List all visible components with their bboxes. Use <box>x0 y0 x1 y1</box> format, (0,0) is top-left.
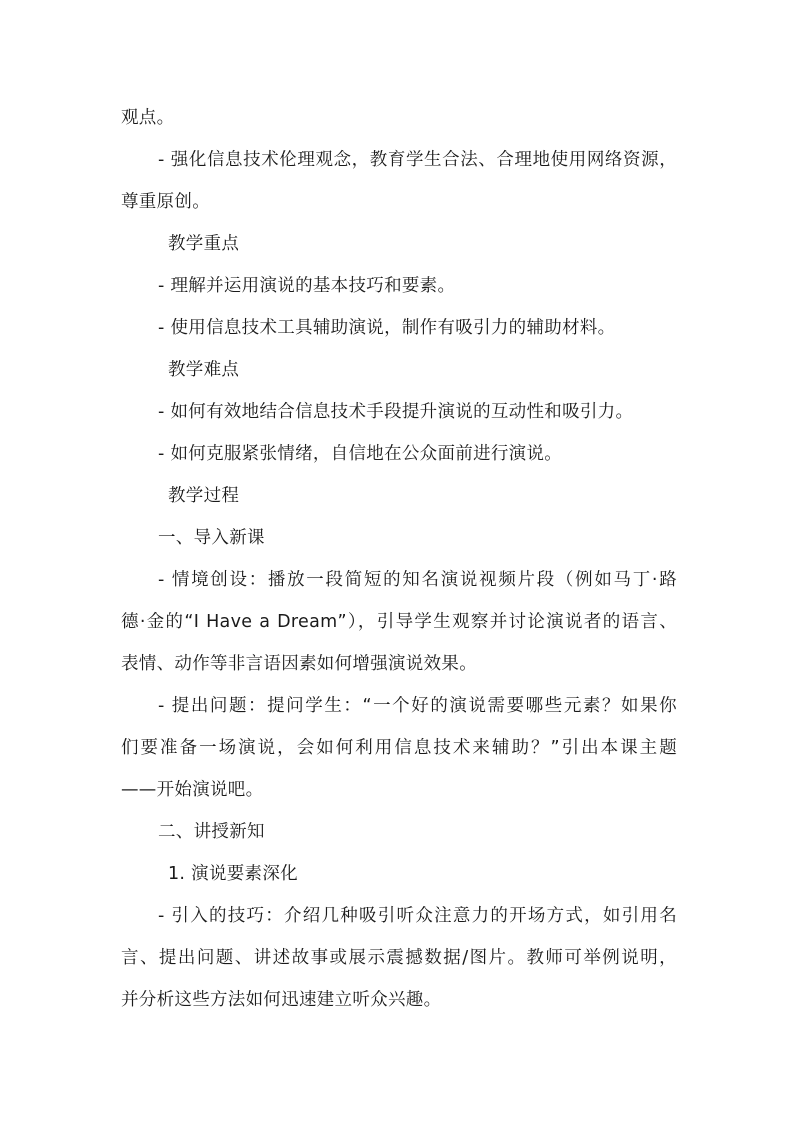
text-line: - 理解并运用演说的基本技巧和要素。 <box>158 276 456 296</box>
section-heading: 教学过程 <box>168 486 240 506</box>
text-line: - 如何有效地结合信息技术手段提升演说的互动性和吸引力。 <box>158 402 634 422</box>
subsection-heading: 一、导入新课 <box>158 528 265 548</box>
text-line: ——开始演说吧。 <box>121 780 264 800</box>
text-line: - 强化信息技术伦理观念，教育学生合法、合理地使用网络资源， <box>158 150 677 170</box>
subsection-heading: 1. 演说要素深化 <box>168 864 298 884</box>
subsection-heading: 二、讲授新知 <box>158 822 265 842</box>
text-line: 并分析这些方法如何迅速建立听众兴趣。 <box>121 990 442 1010</box>
section-heading: 教学重点 <box>168 234 240 254</box>
text-line: 表情、动作等非言语因素如何增强演说效果。 <box>121 654 477 674</box>
text-line: - 提出问题：提问学生：“一个好的演说需要哪些元素？如果你 <box>158 696 677 716</box>
text-line: - 情境创设：播放一段简短的知名演说视频片段（例如马丁·路 <box>158 570 677 590</box>
text-line: 尊重原创。 <box>121 192 210 212</box>
text-line: 观点。 <box>121 108 175 128</box>
text-line: - 如何克服紧张情绪，自信地在公众面前进行演说。 <box>158 444 563 464</box>
text-line: 德·金的“I Have a Dream”），引导学生观察并讨论演说者的语言、 <box>121 612 677 632</box>
text-line: - 使用信息技术工具辅助演说，制作有吸引力的辅助材料。 <box>158 318 616 338</box>
text-line: 言、提出问题、讲述故事或展示震撼数据/图片。教师可举例说明， <box>121 948 677 968</box>
section-heading: 教学难点 <box>168 360 240 380</box>
text-line: 们要准备一场演说，会如何利用信息技术来辅助？”引出本课主题 <box>121 738 677 758</box>
text-line: - 引入的技巧：介绍几种吸引听众注意力的开场方式，如引用名 <box>158 906 677 926</box>
